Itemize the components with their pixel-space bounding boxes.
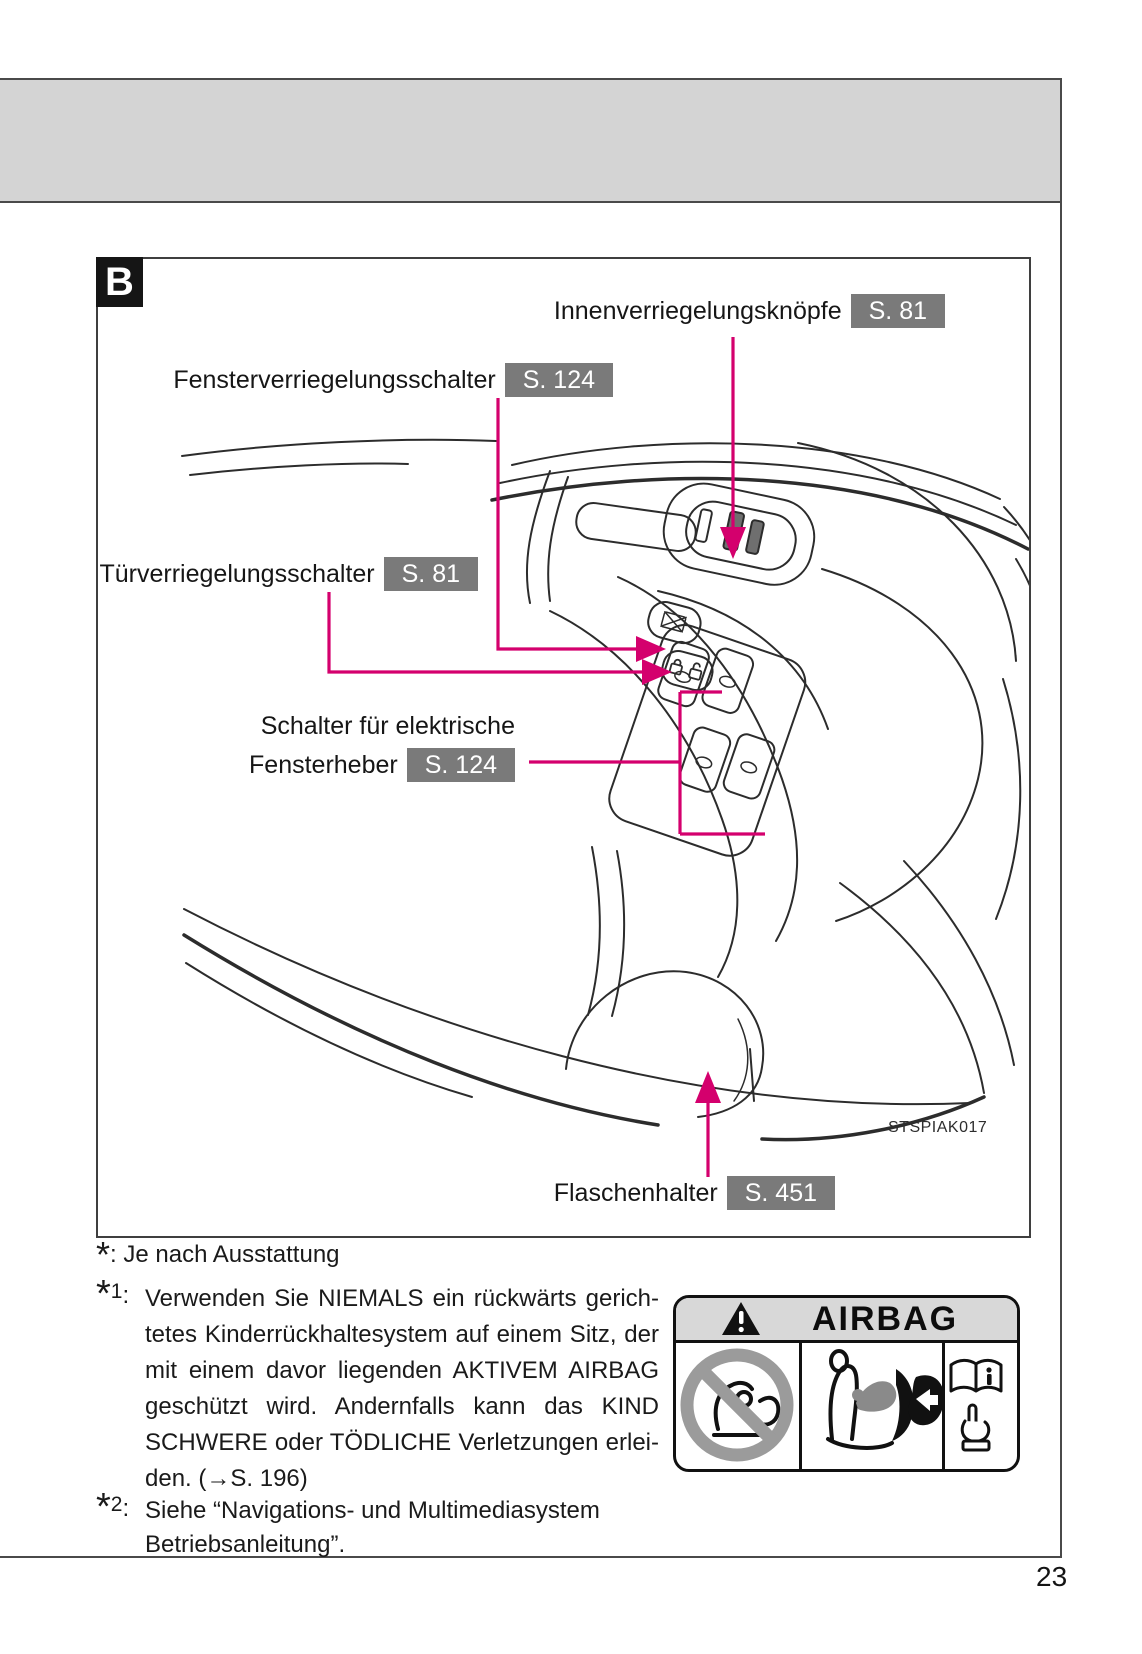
footnote-line: tetes Kinderrückhaltesystem auf einem Sitz, der: [145, 1321, 659, 1348]
airbag-label-header: [676, 1298, 1017, 1343]
footnote-colon: :: [122, 1282, 130, 1309]
callout-label: Türverriegelungsschalter: [99, 559, 375, 588]
equipment-footnote: [96, 1234, 340, 1275]
bottle-holder-recess: [566, 971, 763, 1117]
footnote-separator: :: [110, 1241, 117, 1268]
read-owners-manual-icon: [945, 1343, 1017, 1469]
callout-label: Flaschenhalter: [553, 1178, 718, 1207]
page-ref-badge: S. 81: [384, 557, 478, 591]
footnote-number: 1: [110, 1280, 123, 1303]
footnote-line: Betriebsanleitung”.: [145, 1531, 346, 1558]
airbag-deployment-child-seat-icon: [802, 1343, 945, 1469]
page-ref-badge: S. 124: [407, 748, 515, 782]
page-ref-badge: S. 124: [505, 363, 613, 397]
asterisk-marker: *: [96, 1234, 111, 1275]
connector-window-lock: [498, 398, 646, 649]
callout-power-windows: [249, 708, 515, 782]
page-number: 23: [1036, 1561, 1068, 1592]
footnote-2: [96, 1486, 659, 1562]
footnote-line: Siehe “Navigations- und Multimediasystem: [145, 1497, 600, 1524]
callout-inner-lock-knobs: [554, 294, 945, 328]
footnote-line: Verwenden Sie NIEMALS ein rückwärts gerich-: [145, 1285, 659, 1312]
warning-triangle-icon: [720, 1300, 762, 1338]
connector-arrowheads: [636, 527, 746, 1103]
inner-door-handle: [574, 477, 821, 592]
callout-label: Fensterverriegelungsschalter: [173, 365, 496, 394]
arrow-up-icon: [695, 1071, 721, 1103]
footnote-1-text: [145, 1281, 659, 1497]
page-ref-badge: S. 451: [727, 1176, 835, 1210]
no-rear-facing-child-seat-icon: [676, 1343, 802, 1469]
figure-code: STSPIAK017: [888, 1119, 988, 1136]
airbag-label-pictograms: [676, 1343, 1017, 1469]
door-overview-figure: [96, 257, 1031, 1238]
asterisk-marker: *: [96, 1273, 111, 1315]
chapter-header-band: [0, 78, 1062, 203]
door-illustration: [98, 259, 1029, 1236]
airbag-title: AIRBAG: [812, 1299, 959, 1338]
footnote-line: den. (→S. 196): [145, 1465, 308, 1492]
airbag-warning-label: [673, 1295, 1020, 1472]
footnote-line: SCHWERE oder TÖDLICHE Verletzungen erlei-: [145, 1429, 659, 1456]
footnote-1-marker: [96, 1273, 130, 1315]
callout-door-lock-switch: [100, 557, 479, 591]
door-line-art: [182, 440, 1029, 1140]
callout-window-lock-switch: [173, 363, 613, 397]
connector-door-lock: [329, 592, 652, 672]
panel-letter-badge: B: [96, 257, 143, 307]
footnote-line: geschützt wird. Andernfalls kann das KIND: [145, 1393, 659, 1420]
callout-label-line1: Schalter für elektrische: [260, 712, 515, 740]
callout-label: Innenverriegelungsknöpfe: [553, 296, 842, 325]
footnote-line: mit einem davor liegenden AKTIVEM AIRBAG: [145, 1357, 659, 1384]
page-ref-badge: S. 81: [851, 294, 945, 328]
footnote-2-marker: [96, 1486, 130, 1528]
footnote-colon: :: [122, 1495, 130, 1522]
footnote-2-text: [145, 1494, 659, 1562]
equipment-footnote-text: Je nach Ausstattung: [123, 1241, 340, 1268]
asterisk-marker: *: [96, 1486, 111, 1528]
callout-bottle-holder: [554, 1176, 835, 1210]
footnote-number: 2: [110, 1493, 123, 1516]
footnote-1: [96, 1273, 659, 1497]
callout-label-line2: Fensterheber: [249, 750, 398, 779]
page-frame-right-rule: [1060, 78, 1062, 1558]
